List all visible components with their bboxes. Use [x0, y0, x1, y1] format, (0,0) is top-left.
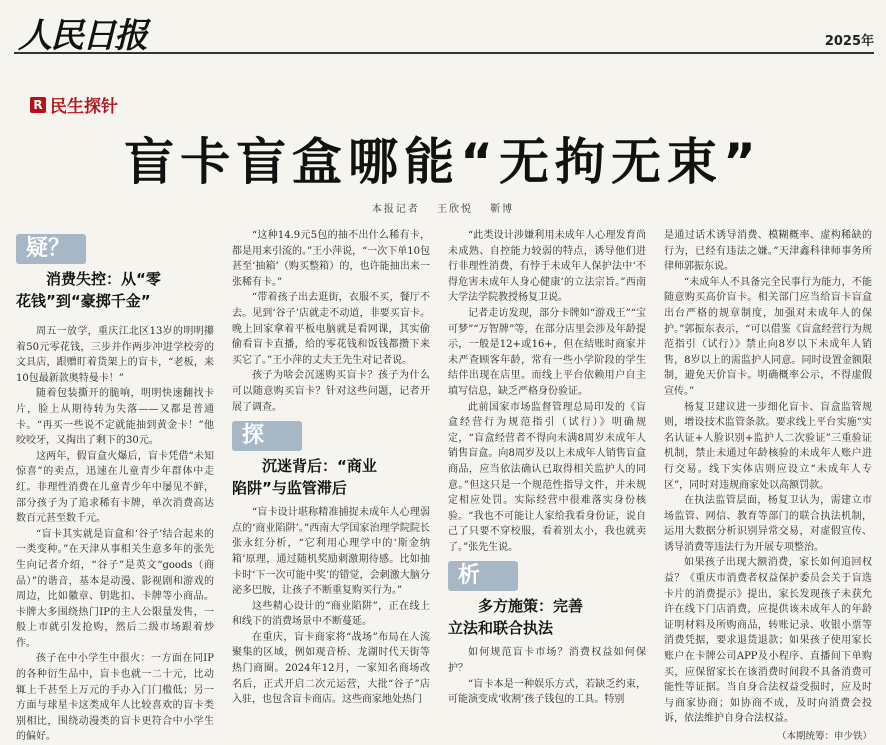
subsection-2-title-line-1: 沉迷背后：“商业: [262, 457, 377, 476]
paragraph: 孩子在中小学生中很火：一方面在同IP的各种衍生品中，盲卡也就一二十元，比动辄上千甚至上万元的手办入门门槛低；另一方面与球星卡这类成年人比较喜欢的盲卡类别相比，围绕动漫类的盲卡更符合中小学生的偏好。: [16, 653, 214, 743]
paragraph: 杨复卫建议进一步细化盲卡、盲盒监管规则，增设技术监管条款。要求线上平台实施“实名认证+人脸识别+监护人二次验证”三重验证机制，禁止未通过年龄核验的未成年人账户进行交易。线下实体店则应设立“未成年人专区”，同时对违规商家处以高额罚款。: [664, 401, 872, 491]
paragraph: 是通过话术诱导消费、模糊概率、虚构稀缺的行为，已经有违法之嫌。”天津鑫科律师事务所律师郭振东说。: [664, 230, 872, 273]
paragraph: “此类设计涉嫌利用未成年人心理发育尚未成熟、自控能力较弱的特点，诱导他们进行非理性消费，有悖于未成年人保护法中‘不得危害未成年人身心健康’的立法宗旨。”西南大学法学院教授杨复卫说。: [448, 230, 646, 304]
subsection-3-title-line-1: 多方施策：完善: [478, 597, 584, 616]
masthead: [14, 8, 874, 54]
article-headline: 盲卡盲盒哪能“无拘无束”: [124, 133, 762, 191]
subsection-3-title-line-2: 立法和联合执法: [448, 619, 554, 638]
subsection-2-title-line-2: 陷阱”与监管滞后: [232, 479, 347, 498]
subsection-3-header: [448, 561, 646, 639]
paragraph: “盲卡设计堪称精准捕捉未成年人心理弱点的‘商业陷阱’。”西南大学国家治理学院院长张永红分析，“它利用心理学中的‘斯金纳箱’原理，通过随机奖励刺激期待感。比如抽卡时‘下一次可能中奖’的错觉，会刺激大脑分泌多巴胺，让孩子不断重复购买行为。”: [232, 507, 430, 597]
paragraph: 这些精心设计的“商业陷阱”，正在线上和线下的消费场景中不断蔓延。: [232, 600, 430, 628]
paragraph: 孩子为啥会沉迷购买盲卡？孩子为什么可以随意购买盲卡？针对这些问题，记者开展了调查。: [232, 370, 430, 413]
paragraph: 在重庆，盲卡商家将“战场”布局在人流聚集的区域，例如观音桥、龙湖时代天街等热门商圈。2024年12月，一家知名商场改名后，正式开启二次元运营，大批“谷子”店入驻，也包含盲卡商店。这些商家地处热门: [232, 631, 430, 706]
paragraph: “带着孩子出去逛街，衣服不买，餐厅不去。见到‘谷子’店就走不动道，非要买盲卡。晚上回家拿着平板电脑就是看网课，其实偷偷看盲卡直播，给的零花钱和饭钱都攒下来买它了。”王小萍的丈夫王先生对记者说。: [232, 292, 430, 366]
subsection-3-badge: 析: [448, 561, 518, 591]
paragraph: 随着包装撕开的脆响，明明快速翻找卡片，脸上从期待转为失落——又都是普通卡。“再买一些说不定就能抽到黄金卡！”他咬咬牙，又掏出了剩下的30元。: [16, 388, 214, 447]
paragraph: 周五一放学，重庆江北区13岁的明明攥着50元零花钱，三步并作两步冲进学校旁的文具店，跟赠盯着货架上的盲卡，“老板，来10包最新款奥特曼卡！”: [16, 326, 214, 384]
editor-note: （本期统筹：申少铁）: [776, 731, 872, 742]
paragraph: 如何规范盲卡市场？消费权益如何保护？: [448, 647, 646, 675]
paragraph: 如果孩子出现大额消费，家长如何追回权益？《重庆市消费者权益保护委员会关于盲选卡片的消费提示》提出，家长发现孩子未获允许在线下门店消费，应提供该未成年人的年龄证明材料及所购商品，转账记录、收银小票等消费凭据，要求退货退款；如果孩子使用家长账户在卡牌公司APP及小程序、直播间下单购买，应保留家长在该消费时间段不具备消费可能性等证据。当自身合法权益受损时，应及时与商家协商；如协商不成，及时向消费会投诉，依法维护自身合法权益。: [664, 557, 872, 725]
paragraph: “盲卡其实就是盲盒和‘谷子’结合起来的一类变种。”在天津从事相关生意多年的张先生向记者介绍，“谷子”是英文“goods（商品）”的谐音，基本是动漫、影视剧和游戏的周边，比如徽章、钥匙扣、卡牌等小商品。卡牌大多围绕热门IP的主人公限量发售，一般上市就引发抢购，然后二级市场跟着炒作。: [16, 528, 214, 649]
paragraph: 在执法监管层面，杨复卫认为，需建立市场监管、网信、教育等部门的联合执法机制，运用大数据分析识别异常交易，对虚假宣传、诱导消费等违法行为开展专项整治。: [664, 495, 872, 553]
paragraph: 记者走访发现，部分卡牌如“游戏王”“宝可梦”“万智牌”等，在部分店里会涉及年龄提示，一般是12+或16+，但在结账时商家并未严查顾客年龄，常有一些小学阶段的学生结伴出现在店里。而线上平台依赖用户自主填写信息，缺乏严格身份验证。: [448, 307, 646, 397]
subsection-1-badge: 疑？: [16, 234, 86, 264]
subsection-2-header: [232, 421, 430, 499]
subsection-1-title-line-2: 花钱”到“豪掷千金”: [16, 292, 151, 310]
paragraph: “未成年人不具备完全民事行为能力，不能随意购买高价盲卡。相关部门应当给盲卡盲盒出台严格的规章制度，加强对未成年人的保护。”郭振东表示，“可以借鉴《盲盒经营行为规范指引（试行）》禁止向8岁以下未成年人销售，8岁以上的需监护人同意。同时设置金额限制，避免天价盲卡。明确概率公示，不得虚假宣传。”: [664, 276, 872, 397]
article-column-3: [448, 228, 646, 708]
subsection-1-header: [16, 234, 214, 312]
paragraph: 此前国家市场监督管理总局印发的《盲盒经营行为规范指引（试行）》明确规定，“盲盒经营者不得向未满8周岁未成年人销售盲盒。向8周岁及以上未成年人销售盲盒商品，应当依法确认已取得相关监护人的同意。”但这只是一个规范性指导文件，并未规定相应处罚。实际经营中很难落实身份核验。“我也不可能让人家给我看身份证，说自己了只要不穿校服，看着别太小，我也就卖了。”张先生说。: [448, 401, 646, 553]
issue-year: 2025年: [824, 34, 874, 49]
byline: [0, 200, 886, 215]
byline-author-1: 王欣悦: [437, 204, 473, 215]
article-column-4: [664, 228, 872, 745]
paragraph: “这种14.9元5包的抽不出什么稀有卡，都是用来引流的。”王小萍说，“一次下单10包甚至‘抽箱’（购买整箱）的，也许能抽出来一张稀有卡。”: [232, 230, 430, 288]
section-tag: [30, 92, 118, 117]
paragraph: “盲卡本是一种娱乐方式，若缺乏约束，可能演变成‘收割’孩子钱包的工具。特别: [448, 678, 646, 706]
subsection-1-title-line-1: 消费失控：从“零: [46, 270, 161, 288]
section-tag-text: 民生探针: [50, 97, 118, 117]
subsection-2-badge: 探: [232, 421, 302, 451]
byline-author-2: 靳博: [490, 204, 515, 215]
paragraph: 这两年，假盲盒火爆后，盲卡凭借“未知惊喜”的卖点，迅速在儿童青少年群体中走红。非理性消费在儿童青少年中屡见不鲜，部分孩子为了追求稀有卡牌，单次消费高达数百元甚至数千元。: [16, 450, 214, 525]
article-column-1: [16, 228, 214, 745]
article-column-2: [232, 228, 430, 708]
section-r-icon: R: [30, 97, 46, 113]
newspaper-logo: 人民日报: [18, 16, 146, 56]
byline-prefix: 本报记者: [371, 204, 420, 215]
